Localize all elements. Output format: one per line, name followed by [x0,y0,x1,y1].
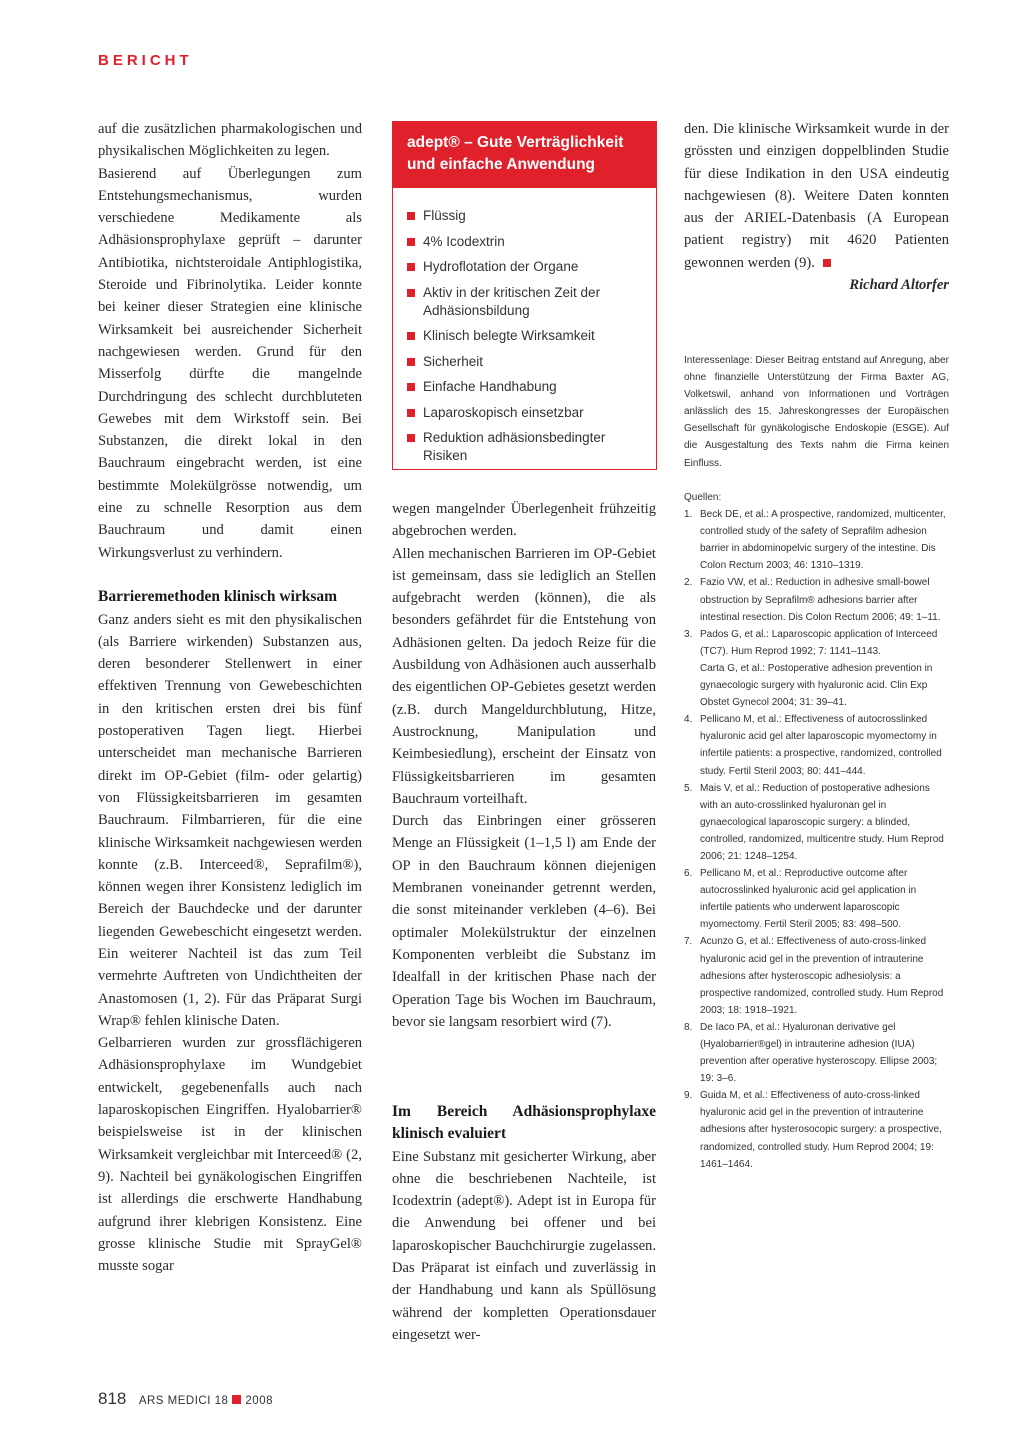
end-mark-icon [823,259,831,267]
reference-text: Acunzo G, et al.: Effectiveness of auto-cross-linked hyaluronic acid gel in the prevention of intrauterine adhesions after hysteroscopic adhesiolysis: a prospective randomized, controlled study. Hum Reprod 2003; 18: 1918–1921. [700,936,944,1016]
section-heading: Barrieremethoden klinisch wirksam [98,588,338,606]
reference-text: Pellicano M, et al.: Effectiveness of autocrosslinked hyaluronic acid gel alter laparoscopic myomectomy in infertile patients: a prospective, randomized, controlled study. Fertil Steril 2003; 80: 441–444. [700,714,942,777]
info-box-title: adept® – Gute Verträglichkeit und einfache Anwendung [393,122,656,188]
info-box-list [393,188,656,465]
reference-text: Mais V, et al.: Reduction of postoperative adhesions with an auto-crosslinked hyaluronan gel in gynaecological laparoscopic surgery: a blinded, controlled, randomized, multicentre study. Hum Reprod 2006; 21: 1248–1254. [700,782,944,862]
reference-text: Guida M, et al.: Effectiveness of auto-cross-linked hyaluronic acid gel in the prevention of intrauterine adhesions after hysterosocopic surgery: a prospective, randomized, controlled study. Hum Reprod 2004; 19: 1461–1464. [700,1090,942,1170]
reference-item [684,506,949,574]
section-label: BERICHT [98,52,193,69]
bullet-square-icon [407,238,415,246]
references-title: Quellen: [684,492,722,503]
reference-text: Beck DE, et al.: A prospective, randomized, multicenter, controlled study of the safety of Seprafilm adhesion barrier in abdominopelvic surgery of the intestine. Dis Colon Rectum 2003; 46: 1310–1319. [700,509,946,572]
disclosure-note: Interessenlage: Dieser Beitrag entstand auf Anregung, aber ohne finanzielle Unterstützung der Firma Baxter AG, Volketswil, anhand von Informationen und Vorträgen anlässlich des 15. Jahreskongresses der Europäischen Gesellschaft für gynäkologische Endoskopie (ESGE). Auf die Ausgestaltung des Texts nahm die Firma keinen Einfluss. [684,355,949,469]
info-box-item-text: Aktiv in der kritischen Zeit der Adhäsionsbildung [423,284,601,318]
references-list [684,506,949,1173]
column-3 [684,118,949,296]
paragraph [684,118,949,274]
page-footer [98,1389,273,1409]
info-box-item-text: Hydroflotation der Organe [423,259,579,274]
info-box-item [407,258,648,276]
bullet-square-icon [407,289,415,297]
paragraph: Basierend auf Überlegungen zum Entstehungsmechanismus, wurden verschiedene Medikamente als Adhäsionsprophylaxe geprüft – darunter Antibiotika, nichtsteroidale Antiphlogistika, Steroide und Fibrinolytika. Leider konnte bei keiner dieser Strategien eine klinische Wirksamkeit bei ausreichender Sicherheit nachgewiesen werden. Grund für den Misserfolg dürfte die mangelnde Durchdringung des schlecht durchbluteten Gewebes mit dem Wirkstoff sein. Bei Substanzen, die direkt lokal in den Bauchraum eingebracht werden, ist eine bestimmte Molekülgrösse notwendig, um eine zu schnelle Resorption aus dem Bauchraum und damit einen Wirkungsverlust zu verhindern. [98,165,362,561]
reference-number: 4. [684,714,693,726]
reference-number: 8. [684,1021,693,1033]
paragraph: Eine Substanz mit gesicherter Wirkung, aber ohne die beschriebenen Nachteile, ist Icodextrin (adept®). Adept ist in Europa für die Anwendung bei offener und bei laparoskopischer Bauchchirurgie zugelassen. Das Präparat ist einfach und zuverlässig in der Handhabung und kann als Spüllösung während der kompletten Operationsdauer eingesetzt wer- [392,1148,656,1343]
column-2-bottom [392,1101,656,1346]
paragraph: Gelbarrieren wurden zur grossflächigeren Adhäsionsprophylaxe im Wundgebiet entwickelt, gegebenenfalls auch nach laparoskopischen Eingriffen. Hyalobarrier® beispielsweise ist in der klinischen Wirksamkeit vergleichbar mit Interceed® (2, 9). Nachteil bei gynäkologischen Eingriffen ist allerdings die erschwerte Handhabung aufgrund ihrer klebrigen Konsistenz. Eine grosse klinische Studie mit SprayGel® musste sogar [98,1035,362,1275]
info-box-item [407,378,648,396]
reference-number: 9. [684,1090,693,1102]
reference-item [684,574,949,625]
info-box-item-text: Laparoskopisch einsetzbar [423,404,584,420]
info-box-item-text: Sicherheit [423,353,484,369]
info-box-item-text: Einfache Handhabung [423,379,557,394]
reference-item [684,933,949,1018]
info-box-item [407,207,648,225]
reference-item [684,626,949,660]
references [684,489,949,1173]
reference-text: De Iaco PA, et al.: Hyaluronan derivative gel (Hyalobarrier®gel) in intrauterine adhesion (IUA) prevention after operative hysteroscopy. Ellipse 2003; 19: 3–6. [700,1021,938,1085]
reference-text: Pellicano M, et al.: Reproductive outcome after autocrosslinked hyaluronic acid gel application in infertile patients who underwent laparoscopic myomectomy. Fertil Steril 2005; 83: 498–500. [700,868,917,931]
bullet-square-icon [407,332,415,340]
reference-number: 7. [684,936,693,948]
issue-year: 2008 [245,1395,273,1407]
author-name: Richard Altorfer [849,277,949,294]
paragraph: Ganz anders sieht es mit den physikalischen (als Barriere wirkenden) Substanzen aus, deren besonderer Stellenwert in einer effektiven Trennung von Gewebeschichten in den kritischen ersten drei bis fünf postoperativen Tagen liegt. Hierbei unterscheidet man mechanische Barrieren direkt im OP-Gebiet (film- oder gelartig) von Flüssigkeitsbarrieren im gesamten Bauchraum. Filmbarrieren, für die eine klinische Wirksamkeit nachgewiesen werden konnte (z.B. Interceed®, Seprafilm®), können wegen ihrer Konsistenz lediglich im Bereich der Bauchdecke und der darunter liegenden Gewebeschicht eingesetzt werden. Ein weiterer Nachteil ist das zum Teil vermehrte Auftreten von Undichtheiten der Anastomosen (1, 2). Für das Präparat Surgi Wrap® fehlen klinische Daten. [98,611,362,1029]
reference-number: 5. [684,782,693,794]
info-box-item [407,429,648,465]
reference-number: 3. [684,628,693,640]
bullet-square-icon [407,358,415,366]
reference-text: Pados G, et al.: Laparoscopic application of Interceed (TC7). Hum Reprod 1992; 7: 1141–1143. [700,628,938,657]
paragraph: auf die zusätzlichen pharmakologischen und physikalischen Möglichkeiten zu legen. [98,121,362,160]
reference-number: 2. [684,577,693,589]
paragraph: Allen mechanischen Barrieren im OP-Gebiet ist gemeinsam, dass sie lediglich an Stellen aufgebracht werden (können), die als besonders gefährdet für die Entstehung von Adhäsionen gelten. Da jedoch Reize für die Ausbildung von Adhäsionen auch ausserhalb des eigentlichen OP-Gebietes gesetzt werden (z.B. durch Mangeldurchblutung, Hitze, Austrocknung, Manipulation und Keimbesiedlung), erscheint der Einsatz von Flüssigkeitsbarrieren im gesamten Bauchraum vorteilhaft. [392,545,656,807]
paragraph: wegen mangelnder Überlegenheit frühzeitig abgebrochen werden. [392,501,656,540]
column-1 [98,118,362,1277]
bullet-square-icon [407,409,415,417]
info-box-item [407,404,648,422]
info-box-item-text: Flüssig [423,208,466,223]
info-box [392,121,657,470]
reference-item [684,1019,949,1087]
page-number: 818 [98,1389,127,1408]
reference-item [684,1087,949,1172]
info-box-item [407,284,648,320]
info-box-item [407,327,648,345]
reference-item [684,660,949,711]
reference-item [684,711,949,779]
section-heading: Im Bereich Adhäsionsprophylaxe klinisch evaluiert [392,1103,656,1143]
reference-text: Carta G, et al.: Postoperative adhesion prevention in gynaecologic surgery with hyaluronic acid. Clin Exp Obstet Gynecol 2004; 31: 39–41. [700,662,933,709]
bullet-square-icon [407,212,415,220]
reference-item [684,865,949,933]
info-box-item-text: 4% Icodextrin [423,233,505,249]
info-box-item-text: Klinisch belegte Wirksamkeit [423,328,595,343]
separator-square-icon [232,1395,241,1404]
bullet-square-icon [407,263,415,271]
paragraph: Durch das Einbringen einer grösseren Menge an Flüssigkeit (1–1,5 l) am Ende der OP in den Bauchraum können diejenigen Membranen voneinander getrennt werden, die sonst miteinander verkleben (4–6). Bei optimaler Molekülstruktur der einzelnen Komponenten verbleibt die Substanz im Idealfall in der kritischen Phase nach der Operation Tage bis Wochen im Bauchraum, bevor sie langsam resorbiert wird (7). [392,813,656,1030]
reference-number: 1. [684,509,693,521]
reference-number: 6. [684,868,693,880]
paragraph-text: den. Die klinische Wirksamkeit wurde in der grössten und einzigen doppelblinden Studie für diese Indikation in den USA eindeutig nachgewiesen (8). Weitere Daten konnten aus der ARIEL-Datenbasis (A European patient registry) mit 4620 Patienten gewonnen werden (9). [684,121,949,271]
column-2-top [392,498,656,1033]
reference-item [684,780,949,865]
info-box-item-text: Reduktion adhäsionsbedingter Risiken [423,430,606,463]
bullet-square-icon [407,434,415,442]
bullet-square-icon [407,383,415,391]
info-box-item [407,353,648,371]
magazine-name: ARS MEDICI 18 [138,1395,229,1407]
info-box-item [407,233,648,251]
reference-text: Fazio VW, et al.: Reduction in adhesive small-bowel obstruction by Seprafilm® adhesions barrier after intestinal resection. Dis Colon Rectum 2006; 49: 1–11. [700,577,941,623]
